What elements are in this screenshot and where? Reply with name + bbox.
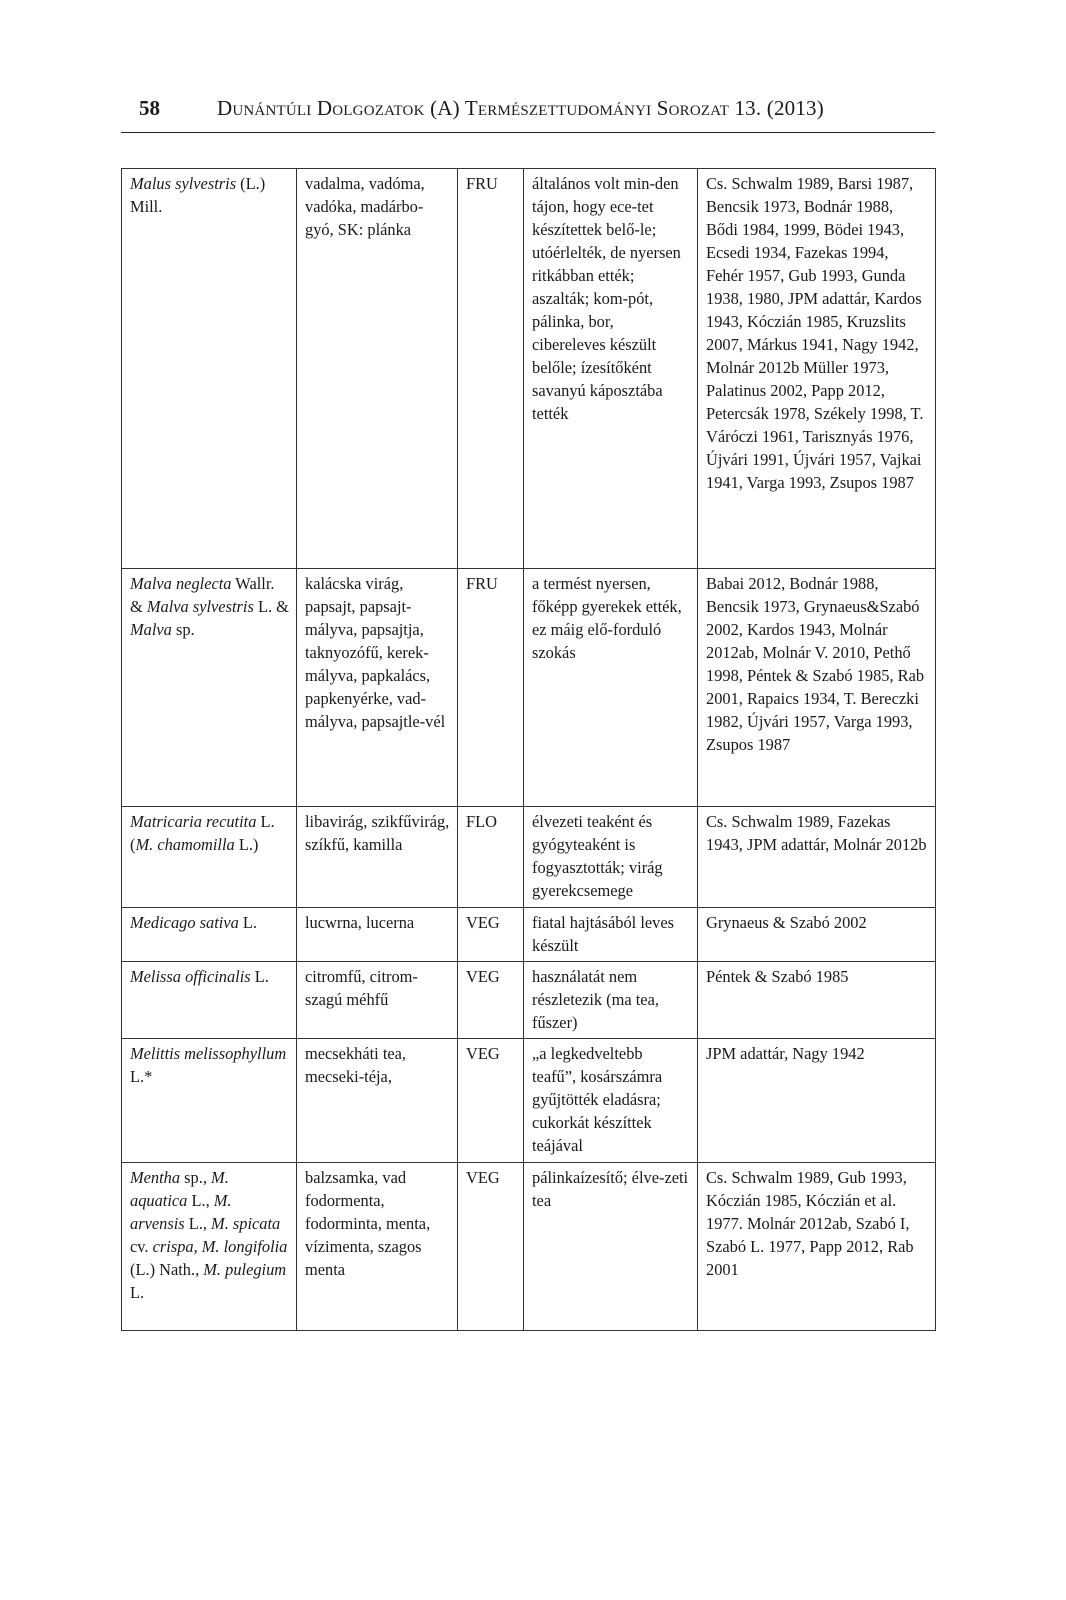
category-code-cell: FRU [458, 569, 524, 807]
usage-cell: használatát nem részletezik (ma tea, fűszer) [524, 962, 698, 1039]
table-row [122, 962, 936, 1039]
table-row [122, 169, 936, 569]
page-number: 58 [139, 96, 160, 120]
table-row [122, 1039, 936, 1163]
names-cell: mecsekháti tea, mecseki-téja, [297, 1039, 458, 1163]
usage-cell: „a legkedveltebb teafű”, kosárszámra gyűjtötték eladásra; cukorkát készíttek teájával [524, 1039, 698, 1163]
names-cell: kalácska virág, papsajt, papsajt-mályva, papsajtja, taknyozófű, kerek-mályva, papkalács, papkenyérke, vad-mályva, papsajtle-vél [297, 569, 458, 807]
references-cell: JPM adattár, Nagy 1942 [698, 1039, 936, 1163]
category-code-cell: FLO [458, 807, 524, 908]
references-cell: Cs. Schwalm 1989, Gub 1993, Kóczián 1985, Kóczián et al. 1977. Molnár 2012ab, Szabó I, Szabó L. 1977, Papp 2012, Rab 2001 [698, 1163, 936, 1331]
usage-cell: általános volt min-den tájon, hogy ece-tet készítettek belő-le; utóérlelték, de nyersen ritkábban ették; aszalták; kom-pót, pálinka, bor, cibereleves készült belőle; ízesítőként savanyú káposztába tették [524, 169, 698, 569]
running-title: Dunántúli Dolgozatok (A) Természettudományi Sorozat 13. (2013) [217, 96, 824, 120]
species-cell: Melittis melissophyllum L.* [122, 1039, 297, 1163]
species-cell: Medicago sativa L. [122, 908, 297, 962]
names-cell: vadalma, vadóma, vadóka, madárbo-gyó, SK: plánka [297, 169, 458, 569]
usage-cell: a termést nyersen, főképp gyerekek ették, ez máig elő-forduló szokás [524, 569, 698, 807]
names-cell: lucwrna, lucerna [297, 908, 458, 962]
category-code-cell: VEG [458, 962, 524, 1039]
category-code-cell: VEG [458, 908, 524, 962]
species-cell: Malus sylvestris (L.) Mill. [122, 169, 297, 569]
table-row [122, 908, 936, 962]
names-cell: libavirág, szikfűvirág, szíkfű, kamilla [297, 807, 458, 908]
category-code-cell: VEG [458, 1039, 524, 1163]
category-code-cell: FRU [458, 169, 524, 569]
page-header [121, 96, 935, 133]
names-cell: citromfű, citrom-szagú méhfű [297, 962, 458, 1039]
table-row [122, 569, 936, 807]
references-cell: Grynaeus & Szabó 2002 [698, 908, 936, 962]
references-cell: Péntek & Szabó 1985 [698, 962, 936, 1039]
references-cell: Cs. Schwalm 1989, Fazekas 1943, JPM adattár, Molnár 2012b [698, 807, 936, 908]
species-cell: Melissa officinalis L. [122, 962, 297, 1039]
usage-cell: fiatal hajtásából leves készült [524, 908, 698, 962]
table-row [122, 1163, 936, 1331]
plant-use-table [121, 168, 936, 1331]
references-cell: Cs. Schwalm 1989, Barsi 1987, Bencsik 1973, Bodnár 1988, Bődi 1984, 1999, Bödei 1943, Ecsedi 1934, Fazekas 1994, Fehér 1957, Gub 1993, Gunda 1938, 1980, JPM adattár, Kardos 1943, Kóczián 1985, Kruzslits 2007, Márkus 1941, Nagy 1942, Molnár 2012b Müller 1973, Palatinus 2002, Papp 2012, Petercsák 1978, Székely 1998, T. Váróczi 1961, Tarisznyás 1976, Újvári 1991, Újvári 1957, Vajkai 1941, Varga 1993, Zsupos 1987 [698, 169, 936, 569]
usage-cell: pálinkaízesítő; élve-zeti tea [524, 1163, 698, 1331]
references-cell: Babai 2012, Bodnár 1988, Bencsik 1973, Grynaeus&Szabó 2002, Kardos 1943, Molnár 2012ab, Molnár V. 2010, Pethő 1998, Péntek & Szabó 1985, Rab 2001, Rapaics 1934, T. Bereczki 1982, Újvári 1957, Varga 1993, Zsupos 1987 [698, 569, 936, 807]
table-row [122, 807, 936, 908]
names-cell: balzsamka, vad fodormenta, fodorminta, menta, vízimenta, szagos menta [297, 1163, 458, 1331]
category-code-cell: VEG [458, 1163, 524, 1331]
species-cell: Mentha sp., M. aquatica L., M. arvensis L., M. spicata cv. crispa, M. longifolia (L.) Nath., M. pulegium L. [122, 1163, 297, 1331]
species-cell: Matricaria recutita L. (M. chamomilla L.) [122, 807, 297, 908]
usage-cell: élvezeti teaként és gyógyteaként is fogyasztották; virág gyerekcsemege [524, 807, 698, 908]
species-cell: Malva neglecta Wallr. & Malva sylvestris L. & Malva sp. [122, 569, 297, 807]
